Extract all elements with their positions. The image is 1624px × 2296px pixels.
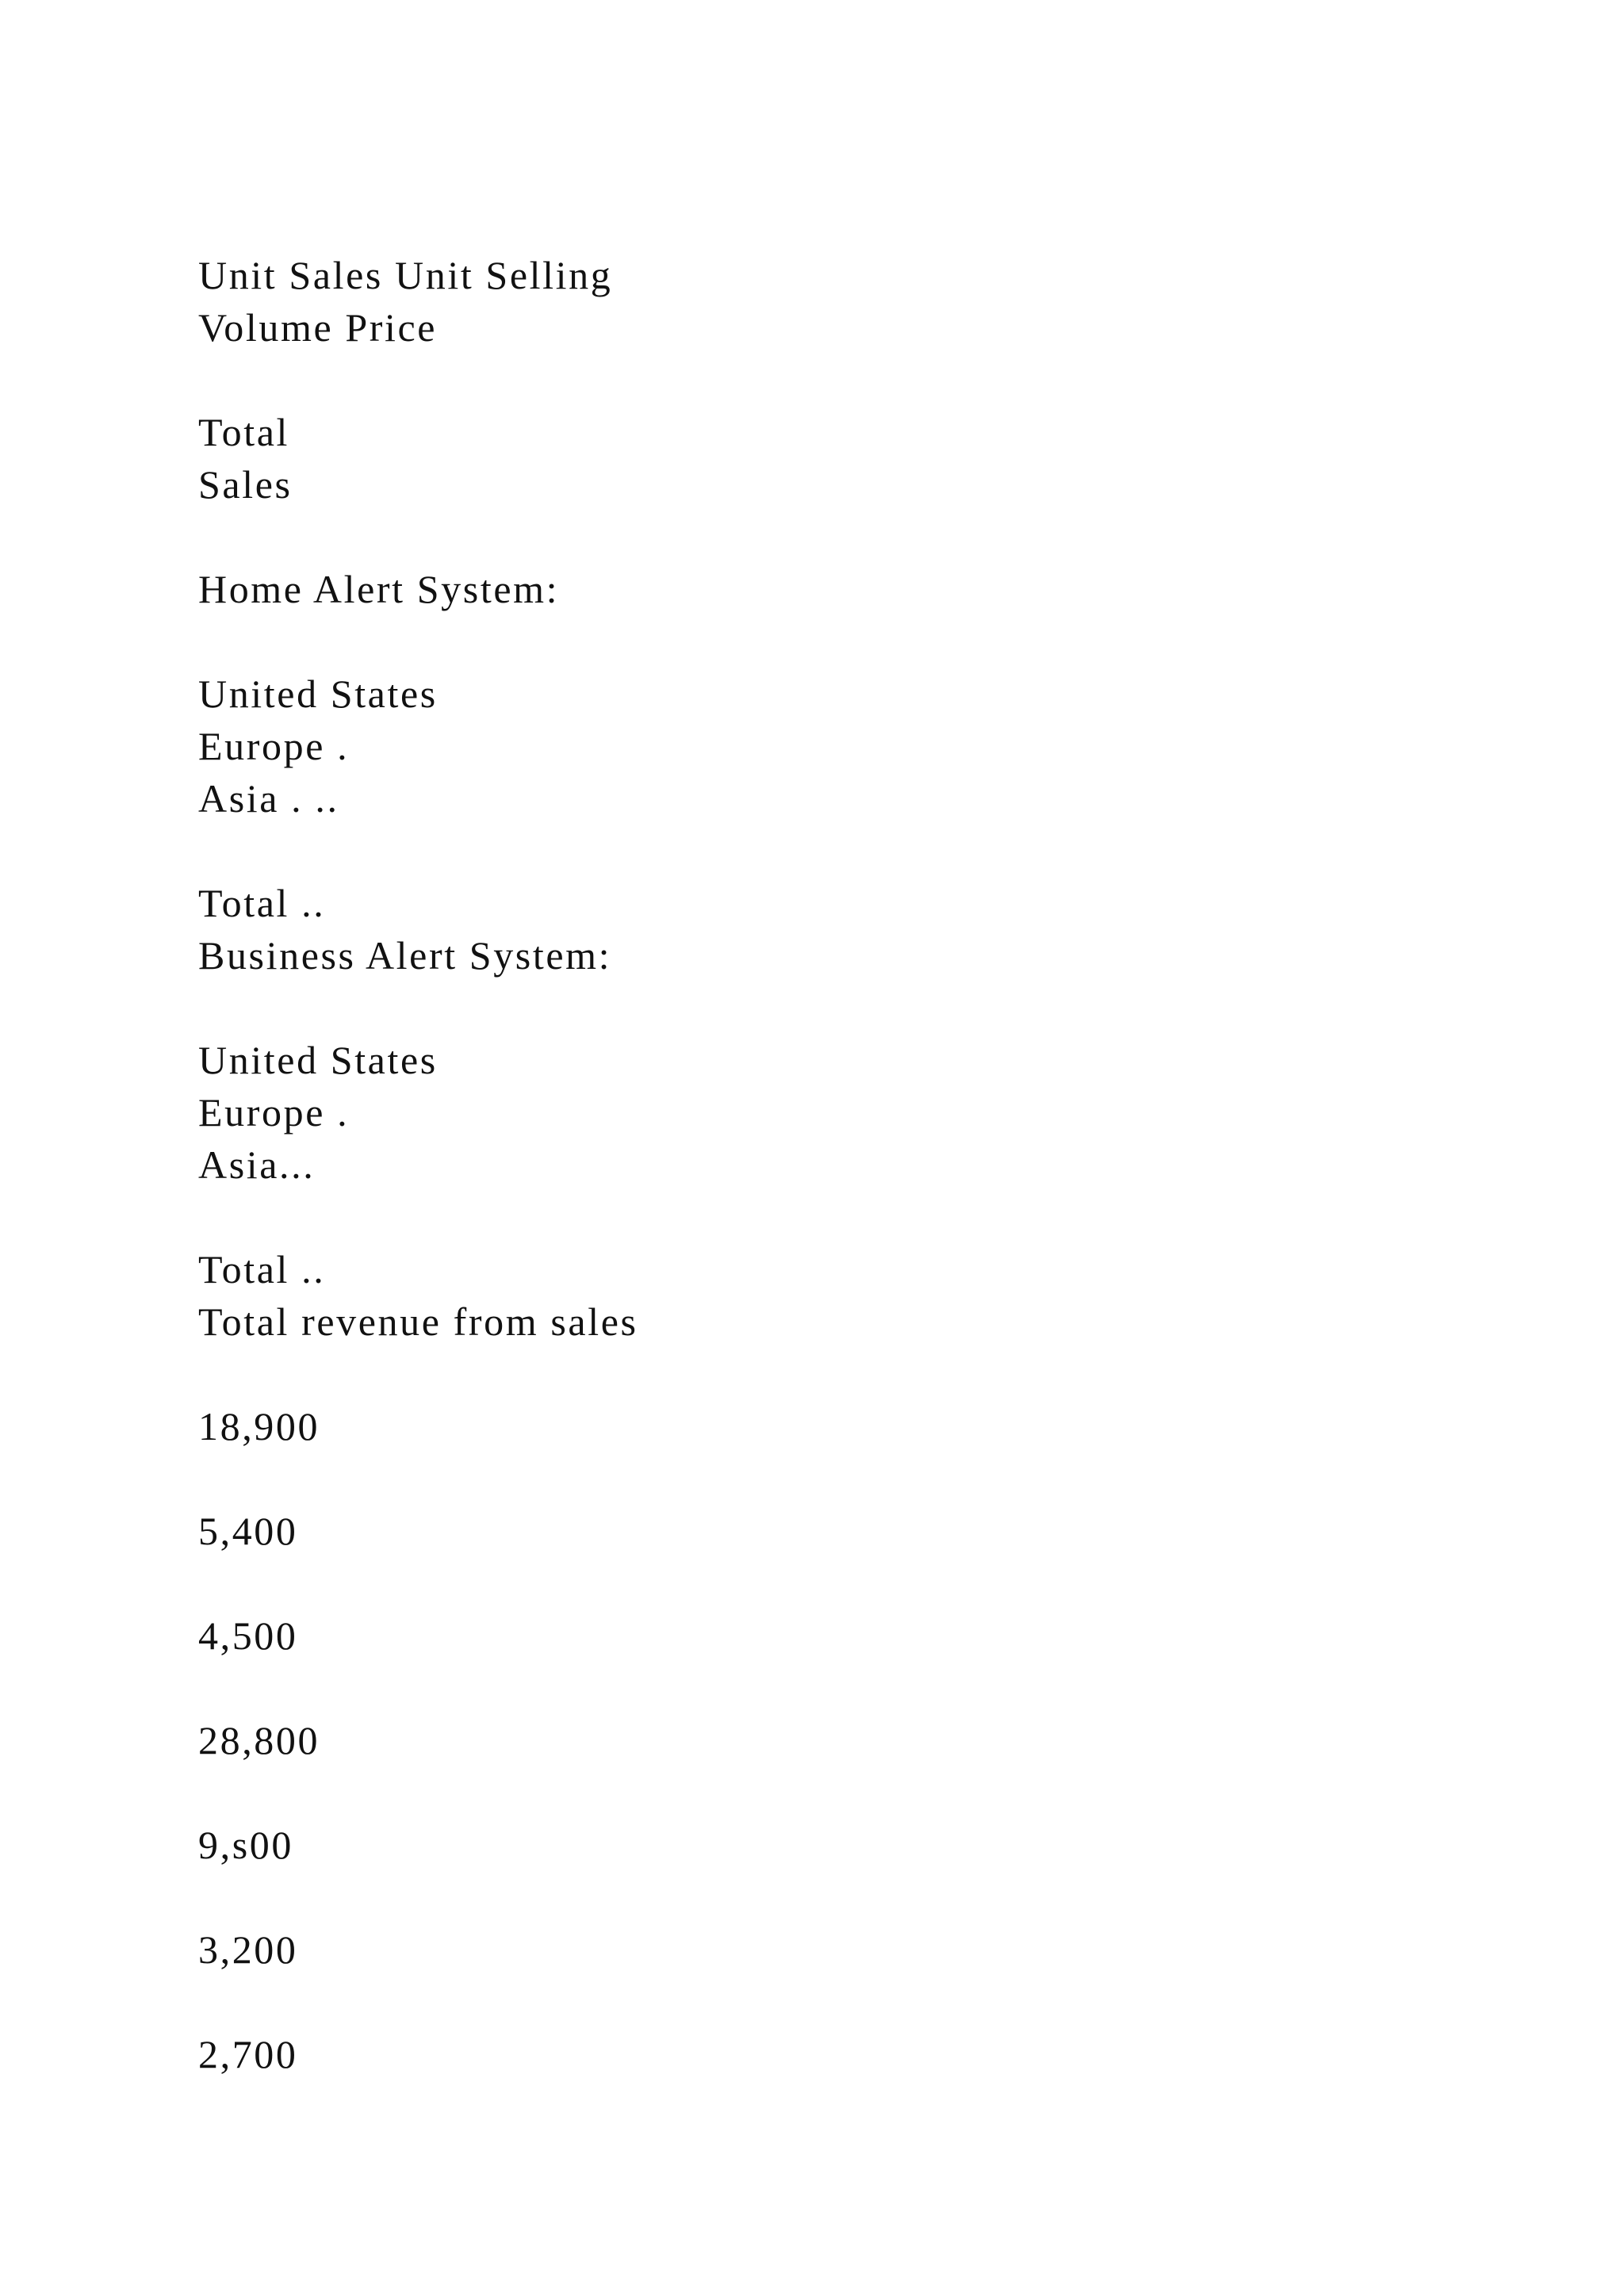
header-line-2: Volume Price xyxy=(198,305,438,350)
value-line: 18,900 xyxy=(198,1404,320,1448)
value-line: 9,s00 xyxy=(198,1823,293,1867)
business-alert-heading: Business Alert System: xyxy=(198,933,612,978)
home-region-europe: Europe . xyxy=(198,724,350,768)
value-line: 3,200 xyxy=(198,1927,298,1972)
business-region-europe: Europe . xyxy=(198,1090,350,1135)
value-line: 5,400 xyxy=(198,1509,298,1553)
value-line: 4,500 xyxy=(198,1613,298,1658)
total-sales-header-2: Sales xyxy=(198,462,293,507)
header-line-1: Unit Sales Unit Selling xyxy=(198,253,613,297)
value-line: 28,800 xyxy=(198,1718,320,1762)
home-total: Total .. xyxy=(198,881,326,925)
total-revenue-label: Total revenue from sales xyxy=(198,1299,638,1344)
value-line: 2,700 xyxy=(198,2032,298,2076)
home-region-asia: Asia . .. xyxy=(198,776,339,821)
business-region-us: United States xyxy=(198,1038,438,1082)
total-sales-header-1: Total xyxy=(198,410,290,454)
business-region-asia: Asia... xyxy=(198,1142,316,1187)
home-alert-heading: Home Alert System: xyxy=(198,567,560,611)
home-region-us: United States xyxy=(198,672,438,716)
business-total: Total .. xyxy=(198,1247,326,1292)
